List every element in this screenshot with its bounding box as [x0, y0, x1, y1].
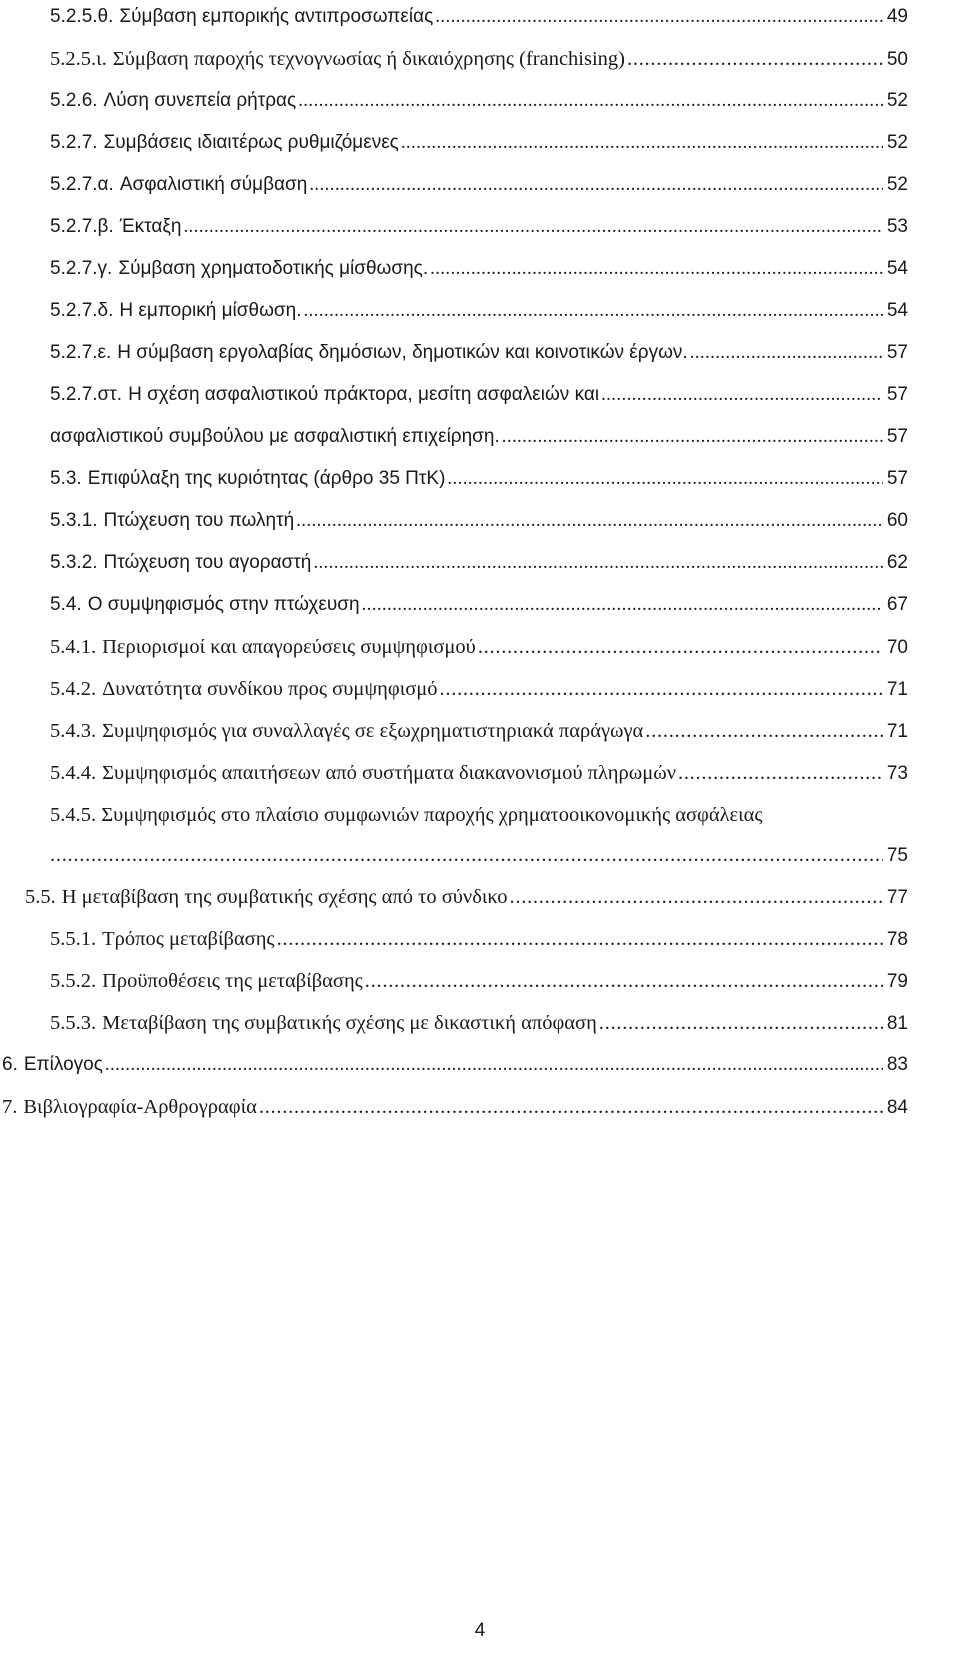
toc-entry[interactable] — [50, 716, 908, 746]
toc-entry-number: 5.2.7. — [50, 132, 98, 153]
toc-entry-number: 5.4.4. — [50, 762, 97, 784]
toc-entry-page: 54 — [886, 300, 908, 321]
toc-entry-title: Βιβλιογραφία-Αρθρογραφία — [23, 1096, 257, 1118]
toc-entry[interactable] — [50, 548, 908, 578]
toc-entry-number: 5.2.7.γ. — [50, 258, 113, 279]
toc-entry-page: 71 — [886, 679, 908, 700]
toc-entry-page: 70 — [886, 637, 908, 658]
dot-leader — [478, 632, 883, 662]
toc-entry-title: Έκταξη — [119, 216, 182, 237]
toc-entry-page: 52 — [886, 90, 908, 111]
toc-entry[interactable] — [50, 758, 908, 788]
toc-entry[interactable] — [50, 422, 908, 452]
toc-entry-number: 5.2.7.δ. — [50, 300, 114, 321]
page-number: 4 — [474, 1620, 486, 1641]
toc-entry-number: 5.5.1. — [50, 928, 97, 950]
dot-leader — [259, 1092, 883, 1122]
toc-entry-number: 5.2.7.β. — [50, 216, 114, 237]
dot-leader — [277, 924, 883, 954]
toc-entry-title: Επίλογος — [23, 1054, 103, 1075]
toc-entry-title: ασφαλιστικού συμβούλου με ασφαλιστική επιχείρηση. — [50, 426, 500, 447]
toc-entry-page: 52 — [886, 174, 908, 195]
toc-entry-number: 5.2.6. — [50, 90, 98, 111]
dot-leader — [510, 882, 883, 912]
dot-leader — [430, 254, 883, 284]
toc-entry[interactable] — [50, 924, 908, 954]
toc-entry-title: Ασφαλιστική σύμβαση — [119, 174, 308, 195]
toc-entry-title: Ο συμψηφισμός στην πτώχευση — [87, 594, 360, 615]
toc-entry-page: 60 — [886, 510, 908, 531]
toc-entry[interactable] — [50, 254, 908, 284]
toc-entry-number: 5.4.2. — [50, 678, 97, 700]
dot-leader — [309, 170, 883, 200]
toc-entry-page: 57 — [886, 384, 908, 405]
toc-entry-title: Συμψηφισμός στο πλαίσιο συμφωνιών παροχής χρηματοοικονομικής ασφάλειας — [101, 804, 763, 826]
toc-entry[interactable] — [50, 632, 908, 662]
toc-entry-page: 77 — [886, 887, 908, 908]
toc-entry[interactable] — [25, 882, 908, 912]
toc-entry-page: 81 — [886, 1013, 908, 1034]
toc-entry[interactable] — [50, 464, 908, 494]
dot-leader — [645, 716, 883, 746]
toc-entry-number: 5.5. — [25, 886, 56, 908]
toc-entry-title: Τρόπος μεταβίβασης — [102, 928, 275, 950]
toc-entry-page: 67 — [886, 594, 908, 615]
dot-leader — [440, 674, 883, 704]
toc-entry-title: Συμβάσεις ιδιαιτέρως ρυθμιζόμενες — [103, 132, 399, 153]
dot-leader — [298, 86, 883, 116]
dot-leader — [303, 296, 882, 326]
toc-entry[interactable] — [50, 506, 908, 536]
toc-entry-page: 57 — [886, 468, 908, 489]
toc-entry-number: 5.4.3. — [50, 720, 97, 742]
dot-leader — [678, 758, 883, 788]
toc-entry-title: Συμψηφισμός για συναλλαγές σε εξωχρηματιστηριακά παράγωγα — [102, 720, 644, 742]
toc-entry[interactable] — [50, 338, 908, 368]
toc-entry-page: 71 — [886, 721, 908, 742]
toc-entry[interactable] — [50, 86, 908, 116]
toc-entry-title: Περιορισμοί και απαγορεύσεις συμψηφισμού — [102, 636, 476, 658]
toc-entry-number: 5.4.1. — [50, 636, 97, 658]
toc-entry-page: 75 — [886, 845, 908, 866]
dot-leader — [627, 44, 883, 74]
toc-entry[interactable] — [50, 128, 908, 158]
toc-entry-number: 5.3.2. — [50, 552, 98, 573]
toc-entry[interactable] — [50, 44, 908, 74]
toc-entry-number: 5.2.7.α. — [50, 174, 114, 195]
toc-entry[interactable] — [50, 674, 908, 704]
toc-entry-title: Η εμπορική μίσθωση. — [119, 300, 302, 321]
toc-entry-number: 5.3.1. — [50, 510, 98, 531]
toc-entry-page: 50 — [886, 49, 908, 70]
dot-leader — [601, 380, 883, 410]
toc-entry[interactable] — [50, 380, 908, 410]
toc-entry-page: 79 — [886, 971, 908, 992]
toc-entry-number: 5.3. — [50, 468, 82, 489]
toc-entry-title: Συμψηφισμός απαιτήσεων από συστήματα διακανονισμού πληρωμών — [102, 762, 676, 784]
toc-entry-page: 73 — [886, 763, 908, 784]
toc-entry-page: 53 — [886, 216, 908, 237]
toc-entry-title: Μεταβίβαση της συμβατικής σχέσης με δικαστική απόφαση — [102, 1012, 597, 1034]
dot-leader — [50, 840, 883, 870]
toc-entry-title: Πτώχευση του αγοραστή — [103, 552, 312, 573]
toc-entry-title: Πτώχευση του πωλητή — [103, 510, 295, 531]
dot-leader — [447, 464, 882, 494]
toc-entry[interactable] — [50, 170, 908, 200]
toc-entry-number: 5.5.2. — [50, 970, 97, 992]
toc-entry[interactable] — [50, 1008, 908, 1038]
dot-leader — [401, 128, 883, 158]
dot-leader — [502, 422, 883, 452]
toc-entry-title: Σύμβαση χρηματοδοτικής μίσθωσης. — [118, 258, 429, 279]
dot-leader — [365, 966, 883, 996]
dot-leader — [296, 506, 883, 536]
toc-entry-title: Η μεταβίβαση της συμβατικής σχέσης από το σύνδικο — [61, 886, 508, 908]
toc-entry-number: 5.2.5.θ. — [50, 6, 114, 27]
toc-entry[interactable] — [50, 296, 908, 326]
toc-entry-page: 84 — [886, 1097, 908, 1118]
toc-entry-number: 5.2.5.ι. — [50, 48, 107, 70]
toc-entry-title: Προϋποθέσεις της μεταβίβασης — [102, 970, 363, 992]
toc-entry-title: Δυνατότητα συνδίκου προς συμψηφισμό — [102, 678, 438, 700]
toc-entry-number: 5.5.3. — [50, 1012, 97, 1034]
toc-entry-page: 52 — [886, 132, 908, 153]
toc-entry[interactable] — [50, 590, 908, 620]
dot-leader — [362, 590, 883, 620]
toc-entry-number: 7. — [2, 1096, 18, 1118]
toc-entry-title: Η σύμβαση εργολαβίας δημόσιων, δημοτικών και κοινοτικών έργων. — [117, 342, 688, 363]
dot-leader — [599, 1008, 883, 1038]
toc-entry-number: 6. — [2, 1054, 18, 1075]
toc-entry-page: 57 — [886, 342, 908, 363]
toc-entry[interactable] — [50, 840, 908, 870]
toc-entry[interactable] — [2, 1050, 908, 1080]
toc-entry[interactable] — [50, 212, 908, 242]
toc-entry-number: 5.4. — [50, 594, 82, 615]
toc-entry-title: Σύμβαση εμπορικής αντιπροσωπείας — [119, 6, 434, 27]
dot-leader — [435, 2, 883, 32]
toc-entry-number: 5.4.5. — [50, 804, 97, 826]
toc-entry[interactable] — [50, 2, 908, 32]
toc-entry[interactable] — [50, 966, 908, 996]
toc-entry-title: Η σχέση ασφαλιστικού πράκτορα, μεσίτη ασφαλειών και — [128, 384, 600, 405]
dot-leader — [690, 338, 883, 368]
toc-entry-number: 5.2.7.στ. — [50, 384, 123, 405]
dot-leader — [183, 212, 882, 242]
dot-leader — [313, 548, 883, 578]
toc-entry-page: 78 — [886, 929, 908, 950]
dot-leader — [105, 1050, 883, 1080]
toc-entry[interactable] — [2, 1092, 908, 1122]
toc-entry-page: 62 — [886, 552, 908, 573]
toc-entry-title: Λύση συνεπεία ρήτρας — [103, 90, 297, 111]
toc-entry-page: 49 — [886, 6, 908, 27]
toc-entry-page: 54 — [886, 258, 908, 279]
toc-entry-title: Επιφύλαξη της κυριότητας (άρθρο 35 ΠτΚ) — [87, 468, 446, 489]
toc-entry-page: 57 — [886, 426, 908, 447]
toc-entry-page: 83 — [886, 1054, 908, 1075]
toc-entry-number: 5.2.7.ε. — [50, 342, 112, 363]
toc-entry-title: Σύμβαση παροχής τεχνογνωσίας ή δικαιόχρησης (franchising) — [112, 48, 625, 70]
toc-entry-first-line — [50, 800, 763, 830]
